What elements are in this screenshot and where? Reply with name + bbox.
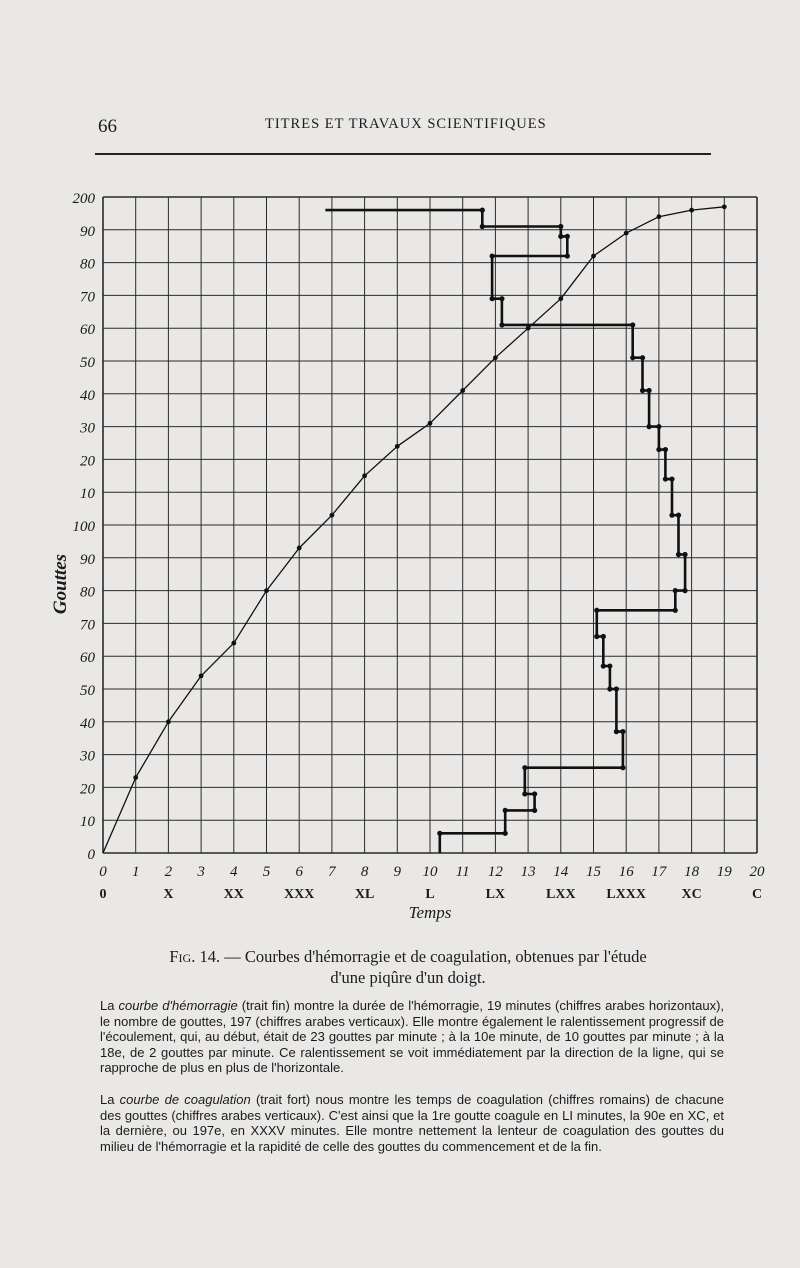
coagulation-curve: [325, 210, 685, 853]
coagulation-point: [480, 208, 485, 213]
y-tick-label: 10: [80, 486, 95, 503]
y-tick-label: 70: [80, 617, 95, 634]
y-tick-label: 40: [80, 715, 95, 732]
coagulation-point: [669, 476, 674, 481]
para1-text: (trait fin) montre la durée de l'hémorragie, 19 minutes (chiffres arabes horizontaux), le nombre de gouttes, 197 (chiffres arabes verticaux). Elle montre également le ralentissement progressif de l'écoulement, qui, au début, était de 23 gouttes par minute ; à la 10e minute, de 10 gouttes par minute ; à la 18e, de 2 gouttes par minute. Ce ralentissement se voit immédiatement par la direction de la ligne, qui se rapproche de plus en plus de l'horizontale.: [100, 998, 725, 1076]
y-tick-label: 30: [80, 420, 95, 437]
x-tick-label: 14: [553, 864, 569, 880]
x-tick-label: 2: [164, 864, 173, 880]
hemorrhage-point: [591, 254, 596, 259]
y-tick-label: 60: [80, 650, 95, 667]
x-tick-label: 1: [131, 864, 140, 880]
chart-grid: [103, 197, 757, 853]
coagulation-point: [656, 424, 661, 429]
coagulation-point: [499, 322, 504, 327]
x-roman-tick-label: XC: [681, 887, 702, 902]
y-tick-labels: [73, 191, 96, 863]
coagulation-point: [673, 608, 678, 613]
x-roman-tick-labels: [100, 887, 763, 902]
para1-pre: La: [100, 998, 119, 1013]
coagulation-point: [532, 791, 537, 796]
coagulation-point: [607, 663, 612, 668]
hemorrhage-point: [493, 355, 498, 360]
coagulation-point: [614, 686, 619, 691]
coagulation-point: [594, 608, 599, 613]
coagulation-point: [490, 253, 495, 258]
y-tick-label: 70: [80, 289, 95, 306]
coagulation-point: [480, 224, 485, 229]
x-roman-tick-label: LXX: [546, 887, 576, 902]
y-tick-label: 60: [80, 322, 95, 339]
para2-text: (trait fort) nous montre les temps de coagulation (chiffres romains) de chacune des gouttes (chiffres arabes verticaux). C'est ainsi que la 1re goutte coagule en LI minutes, la 90e en XC, et la dernière, ou 197e, en XXXV minutes. Elle montre nettement la lenteur de coagulation des gouttes du milieu de l'hémorragie et la rapidité de celle des gouttes du commencement et de la fin.: [100, 1092, 724, 1154]
legend-paragraph-hemorrhage: [100, 998, 724, 1076]
x-tick-label: 16: [618, 864, 634, 880]
coagulation-point: [620, 765, 625, 770]
coagulation-point: [503, 831, 508, 836]
x-tick-label: 12: [487, 864, 503, 880]
x-roman-tick-label: LX: [485, 887, 506, 902]
hemorrhage-point: [231, 641, 236, 646]
y-tick-label: 20: [80, 453, 95, 470]
coagulation-point: [630, 355, 635, 360]
y-tick-label: 10: [80, 814, 95, 831]
coagulation-point: [601, 634, 606, 639]
x-tick-label: 10: [422, 864, 438, 880]
y-tick-label: 50: [80, 683, 95, 699]
y-tick-label: 40: [80, 387, 95, 404]
coagulation-point: [620, 729, 625, 734]
coagulation-point: [676, 552, 681, 557]
x-roman-tick-label: X: [163, 887, 174, 902]
coagulation-point: [669, 513, 674, 518]
x-axis-label: Temps: [408, 903, 452, 922]
x-tick-label: 17: [651, 864, 667, 880]
coagulation-point: [558, 234, 563, 239]
coagulation-point: [663, 476, 668, 481]
coagulation-point: [640, 355, 645, 360]
caption-title-line1: Courbes d'hémorragie et de coagulation, obtenues par l'étude: [244, 947, 647, 966]
coagulation-point: [676, 513, 681, 518]
x-tick-label: 13: [520, 864, 536, 880]
coagulation-point: [532, 808, 537, 813]
x-tick-label: 9: [393, 864, 402, 880]
coagulation-point: [630, 322, 635, 327]
y-tick-label: 20: [80, 781, 95, 798]
y-tick-label: 0: [87, 847, 95, 863]
coagulation-point: [607, 686, 612, 691]
x-tick-labels: [99, 864, 765, 880]
coagulation-point: [663, 447, 668, 452]
caption-title-line2: d'une piqûre d'un doigt.: [330, 968, 486, 987]
coagulation-point: [640, 388, 645, 393]
x-roman-tick-label: XL: [354, 887, 375, 902]
para2-pre: La: [100, 1092, 120, 1107]
y-tick-label: 100: [72, 519, 95, 535]
hemorrhage-point: [362, 473, 367, 478]
coagulation-point: [656, 447, 661, 452]
hemorrhage-point: [166, 719, 171, 724]
figure-label: Fig. 14. —: [169, 947, 241, 966]
y-tick-label: 90: [80, 551, 95, 568]
coagulation-point: [499, 296, 504, 301]
coagulation-point: [490, 296, 495, 301]
header-rule: [95, 153, 711, 155]
coagulation-point: [522, 791, 527, 796]
x-roman-tick-label: C: [751, 887, 763, 902]
hemorrhage-point: [460, 388, 465, 393]
legend-paragraph-coagulation: [100, 1092, 724, 1154]
chart-series: [103, 204, 727, 853]
y-tick-label: 50: [80, 355, 95, 371]
x-roman-tick-label: 0: [99, 887, 107, 902]
x-tick-label: 8: [360, 864, 369, 880]
figure-caption: [108, 946, 708, 988]
coagulation-point: [437, 831, 442, 836]
y-tick-label: 80: [80, 256, 95, 273]
coagulation-point: [522, 765, 527, 770]
x-tick-label: 11: [455, 864, 470, 880]
hemorrhage-point: [722, 204, 727, 209]
hemorrhage-point: [428, 421, 433, 426]
hemorrhage-point: [264, 588, 269, 593]
x-tick-label: 20: [749, 864, 765, 880]
x-tick-label: 3: [197, 864, 205, 880]
x-tick-label: 0: [99, 864, 107, 880]
hemorrhage-point: [395, 444, 400, 449]
coagulation-point: [673, 588, 678, 593]
hemorrhage-point: [330, 513, 335, 518]
coagulation-point: [601, 663, 606, 668]
x-tick-label: 4: [230, 864, 238, 880]
x-roman-tick-label: LXXX: [606, 887, 647, 902]
y-axis-label: Gouttes: [50, 553, 71, 615]
hemorrhage-point: [624, 231, 629, 236]
hemorrhage-point: [558, 296, 563, 301]
hemorrhage-point: [657, 214, 662, 219]
hemorrhage-curve: [103, 207, 724, 853]
hemorrhage-point: [133, 775, 138, 780]
hemorrhage-point: [526, 326, 531, 331]
y-tick-label: 200: [72, 191, 95, 207]
coagulation-point: [646, 388, 651, 393]
coagulation-point: [682, 588, 687, 593]
coagulation-point: [594, 634, 599, 639]
y-tick-label: 30: [80, 748, 95, 765]
running-title: TITRES ET TRAVAUX SCIENTIFIQUES: [265, 116, 547, 132]
page-number: 66: [98, 116, 117, 137]
hemorrhage-point: [689, 208, 694, 213]
x-tick-label: 19: [716, 864, 732, 880]
x-roman-tick-label: XX: [223, 887, 244, 902]
coagulation-point: [614, 729, 619, 734]
y-tick-label: 80: [80, 584, 95, 601]
coagulation-point: [682, 552, 687, 557]
coagulation-point: [503, 808, 508, 813]
hemorrhage-coagulation-chart: [0, 180, 800, 930]
coagulation-point: [565, 253, 570, 258]
coagulation-point: [646, 424, 651, 429]
x-tick-label: 18: [684, 864, 700, 880]
coagulation-point: [558, 224, 563, 229]
x-tick-label: 5: [262, 864, 271, 880]
x-tick-label: 7: [328, 864, 336, 880]
para1-term: courbe d'hémorragie: [118, 998, 238, 1013]
hemorrhage-point: [297, 546, 302, 551]
coagulation-point: [565, 234, 570, 239]
x-tick-label: 15: [586, 864, 601, 880]
hemorrhage-point: [199, 673, 204, 678]
x-roman-tick-label: L: [425, 887, 435, 902]
para2-term: courbe de coagulation: [119, 1092, 251, 1107]
y-tick-label: 90: [80, 223, 95, 240]
x-roman-tick-label: XXX: [284, 887, 315, 902]
x-tick-label: 6: [295, 864, 303, 880]
